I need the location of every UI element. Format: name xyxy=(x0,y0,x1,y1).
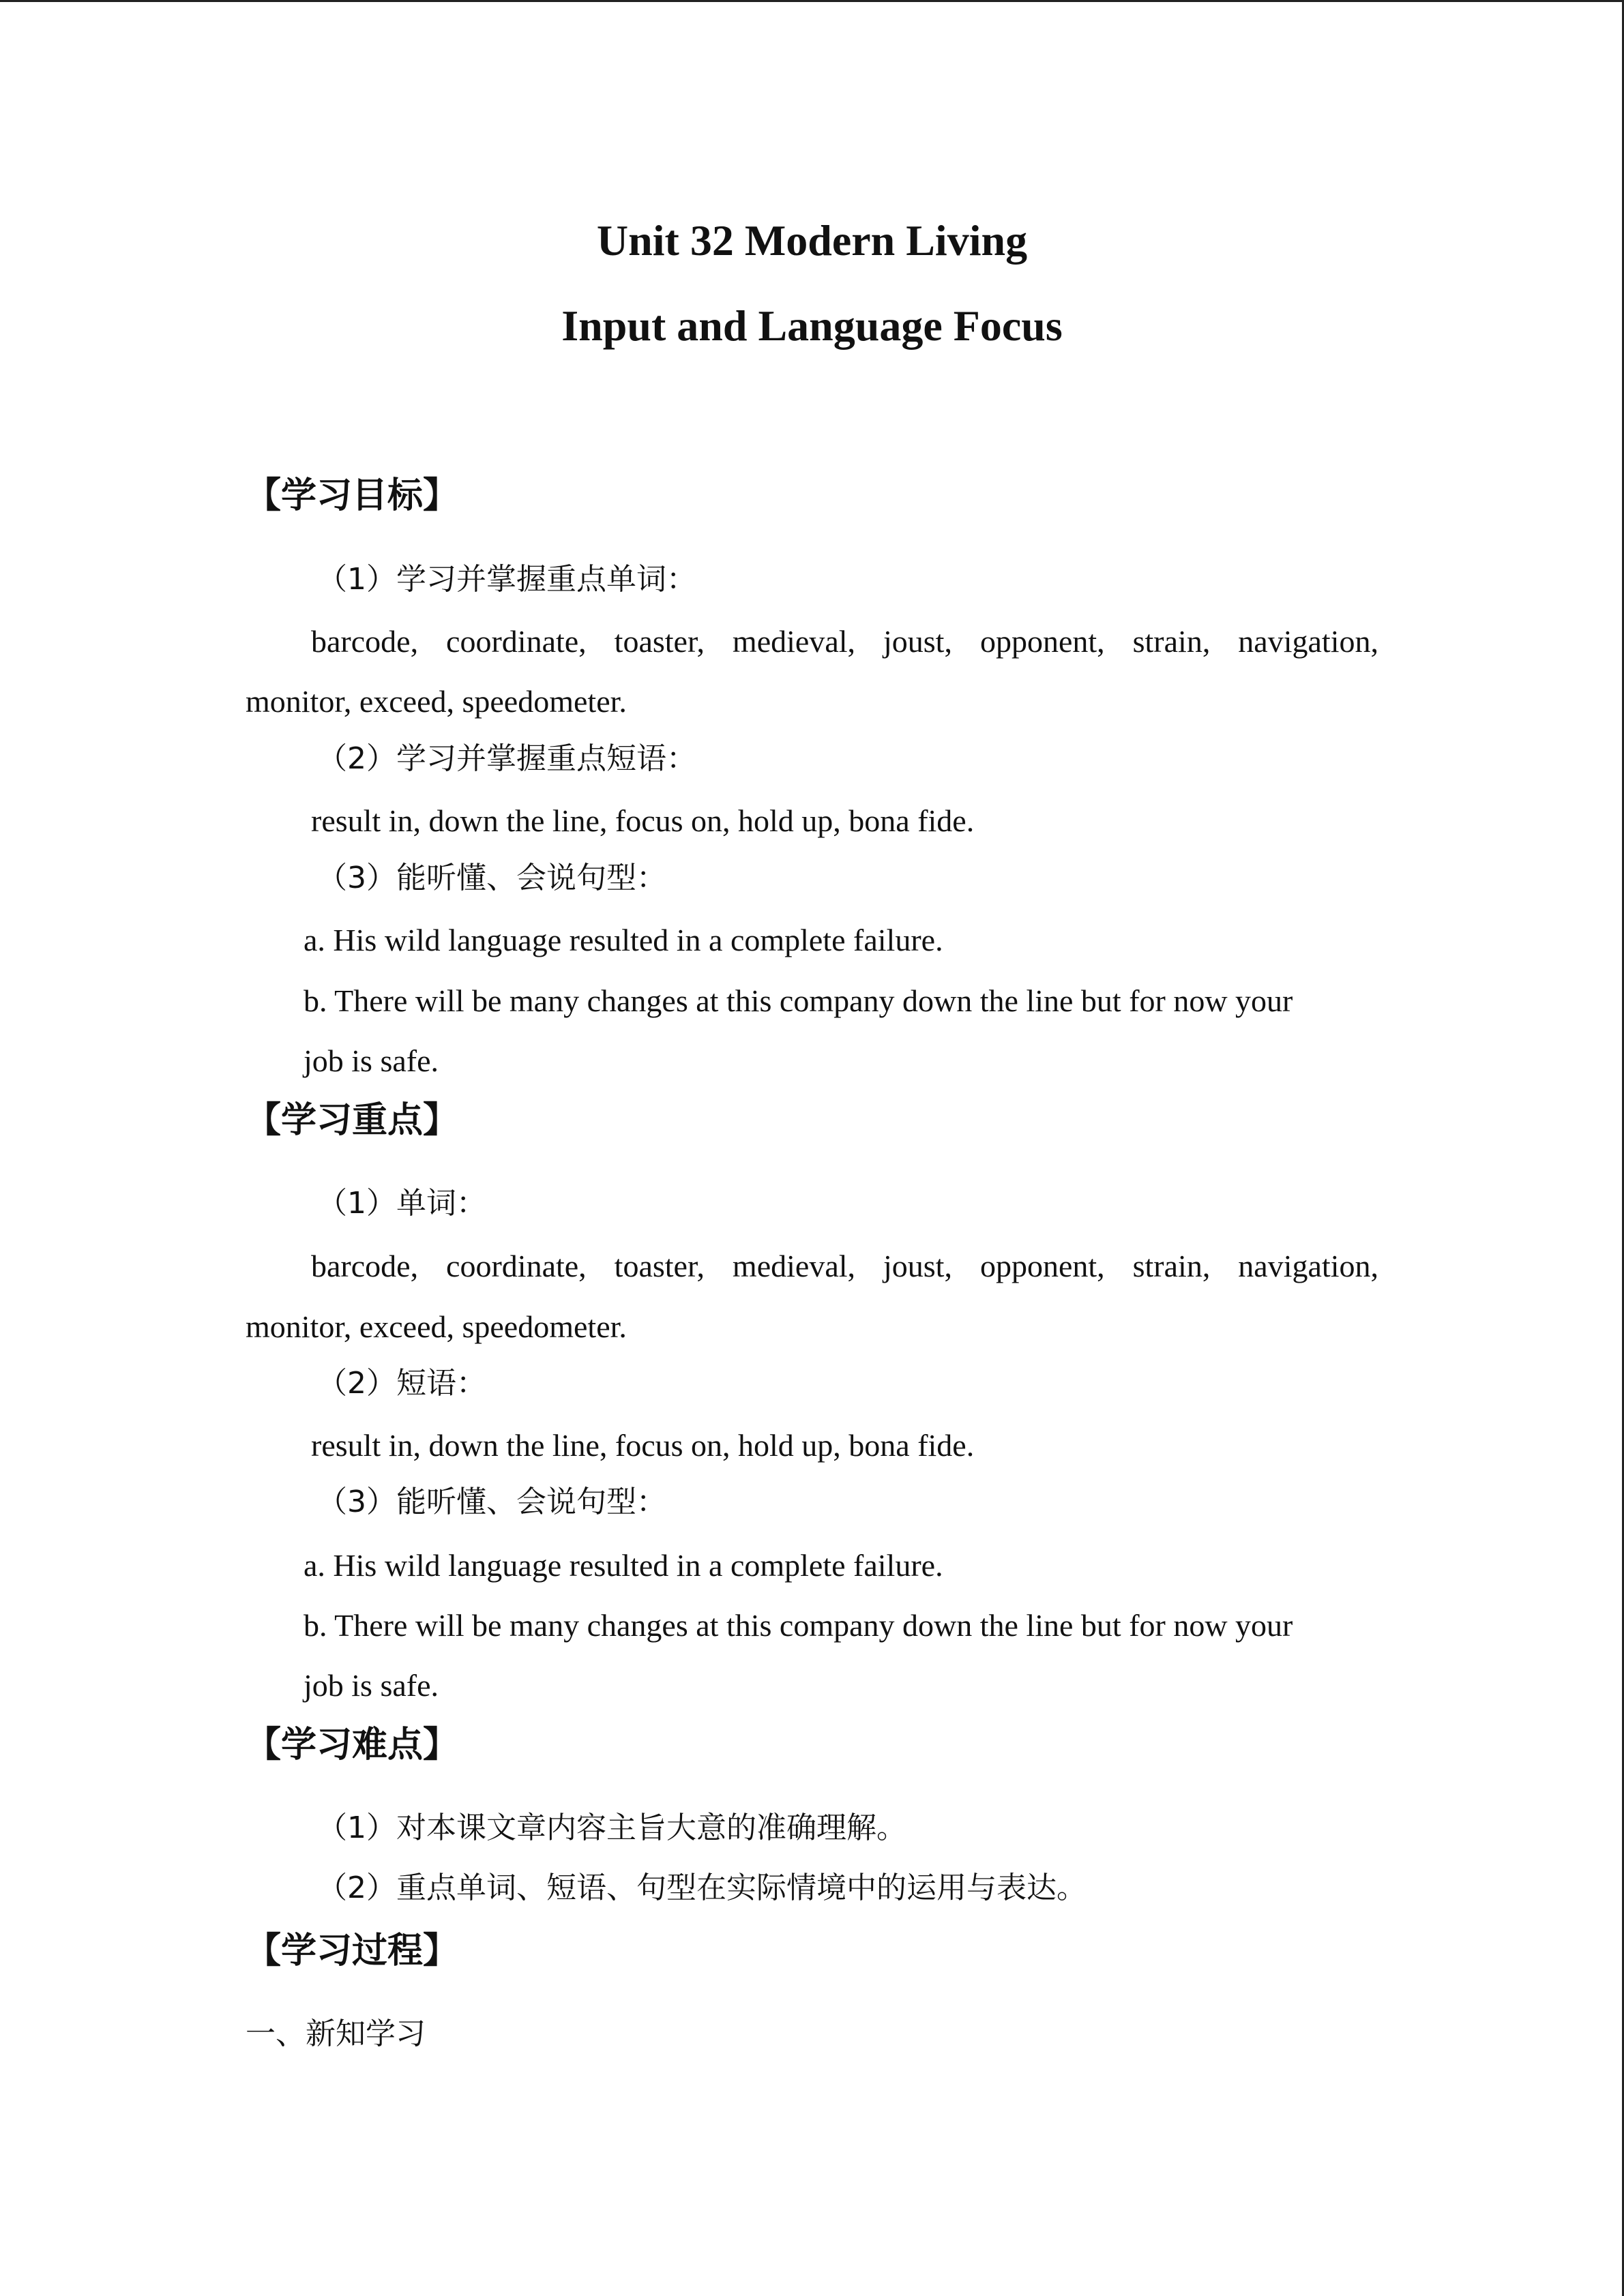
key-points-words-label: （1）单词： xyxy=(317,1186,486,1221)
key-points-phrases: result in, down the line, focus on, hold up, bona fide. xyxy=(311,1428,975,1463)
document-subtitle: Input and Language Focus xyxy=(561,301,1063,350)
difficulties-heading: 【学习难点】 xyxy=(246,1725,459,1765)
key-points-words-line2: monitor, exceed, speedometer. xyxy=(246,1309,627,1344)
process-heading: 【学习过程】 xyxy=(246,1930,459,1971)
objectives-phrases-label: （2）学习并掌握重点短语： xyxy=(317,741,696,776)
objectives-heading: 【学习目标】 xyxy=(246,475,459,516)
objectives-sentence-b-line1: b. There will be many changes at this company down the line but for now your xyxy=(304,983,1293,1018)
difficulties-item-1: （1）对本课文章内容主旨大意的准确理解。 xyxy=(317,1810,906,1845)
key-points-sentences-label: （3）能听懂、会说句型： xyxy=(317,1485,666,1519)
process-section-1: 一、新知学习 xyxy=(246,2016,426,2051)
objectives-phrases: result in, down the line, focus on, hold up, bona fide. xyxy=(311,803,975,838)
objectives-words-line2: monitor, exceed, speedometer. xyxy=(246,684,627,719)
objectives-sentence-a: a. His wild language resulted in a complete failure. xyxy=(304,923,943,957)
key-points-sentence-b-line1: b. There will be many changes at this company down the line but for now your xyxy=(304,1608,1293,1643)
difficulties-item-2: （2）重点单词、短语、句型在实际情境中的运用与表达。 xyxy=(317,1870,1087,1905)
key-points-phrases-label: （2）短语： xyxy=(317,1366,486,1401)
objectives-words-line1: barcode, coordinate, toaster, medieval, joust, opponent, strain, navigation, xyxy=(311,624,1378,659)
objectives-sentence-b-line2: job is safe. xyxy=(304,1043,439,1078)
objectives-words-label: （1）学习并掌握重点单词： xyxy=(317,562,696,597)
key-points-words-line1: barcode, coordinate, toaster, medieval, joust, opponent, strain, navigation, xyxy=(311,1249,1378,1283)
key-points-sentence-b-line2: job is safe. xyxy=(304,1668,439,1703)
objectives-sentences-label: （3）能听懂、会说句型： xyxy=(317,861,666,895)
document-title: Unit 32 Modern Living xyxy=(596,216,1028,265)
key-points-sentence-a: a. His wild language resulted in a complete failure. xyxy=(304,1548,943,1583)
key-points-heading: 【学习重点】 xyxy=(246,1100,459,1141)
